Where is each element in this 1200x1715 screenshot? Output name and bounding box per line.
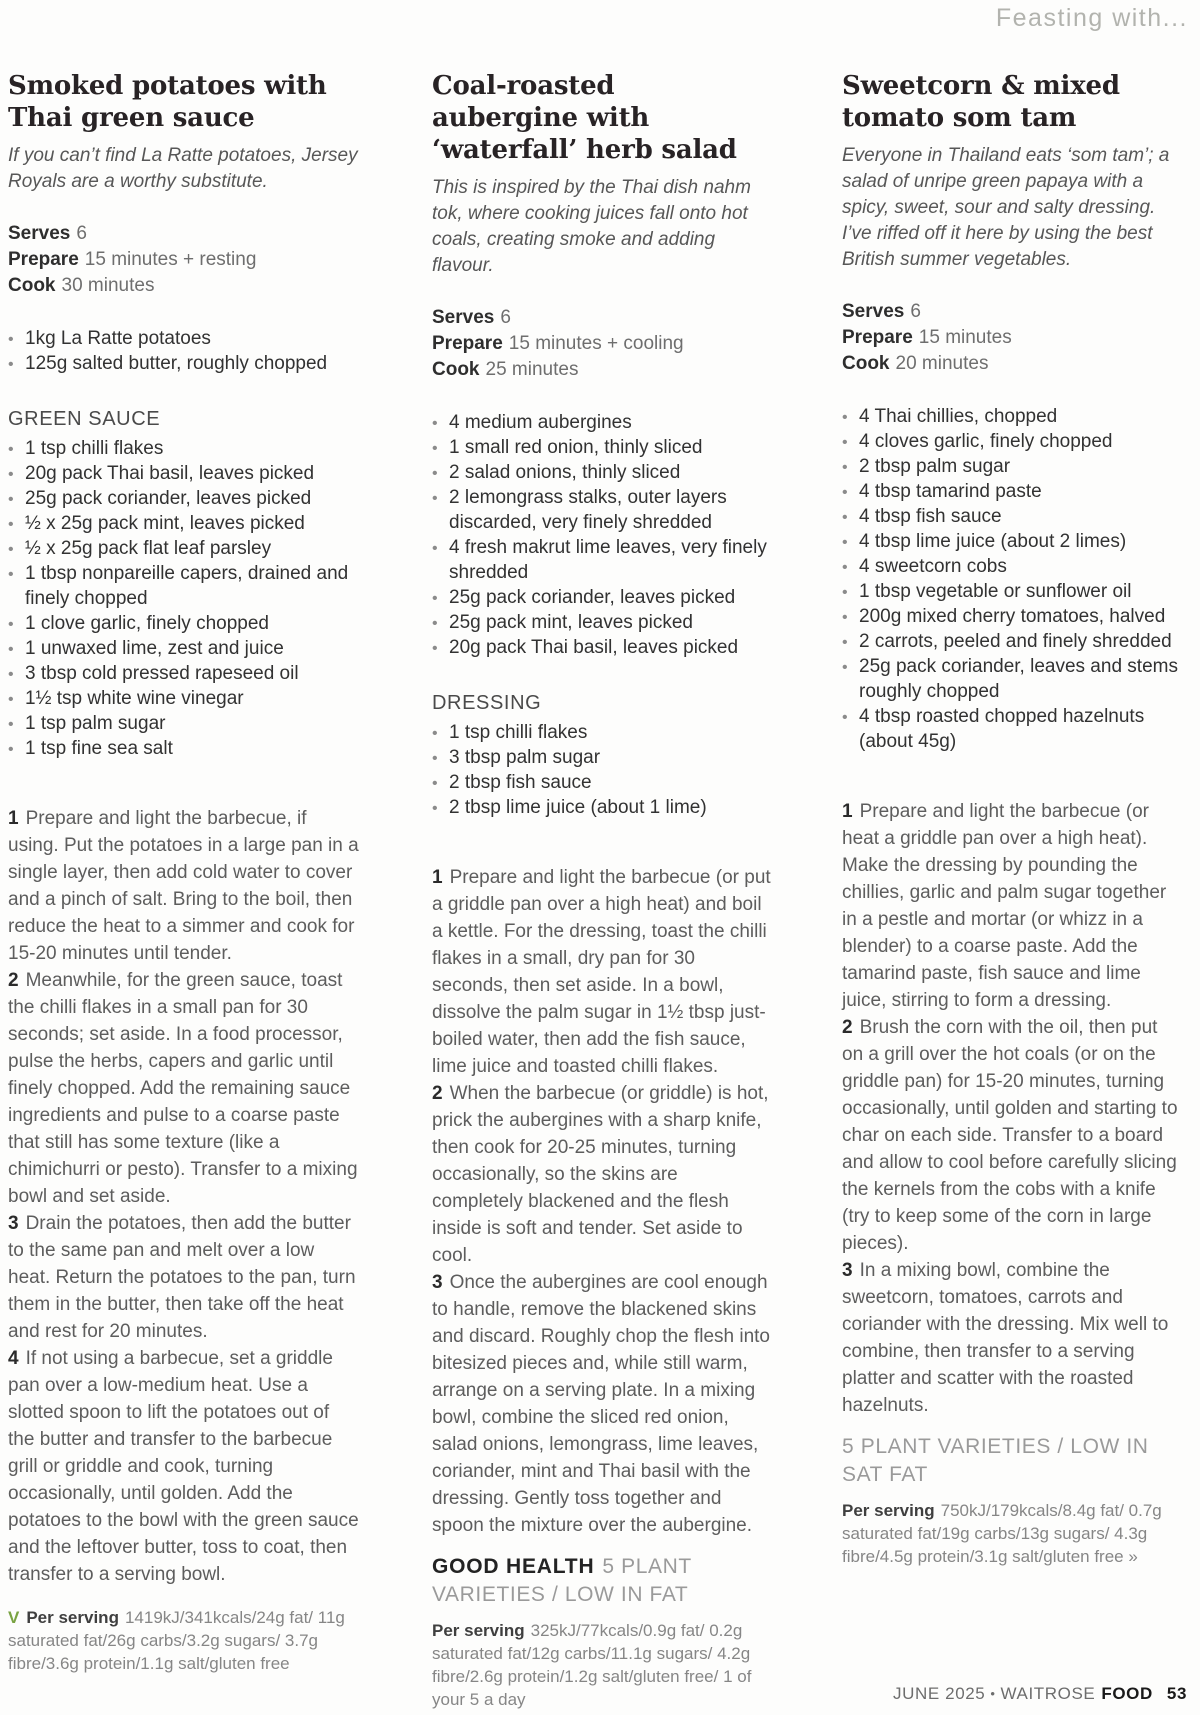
ingredient-item xyxy=(432,635,772,660)
ingredient-text: 1 small red onion, thinly sliced xyxy=(449,437,703,458)
meta-value: 15 minutes + resting xyxy=(84,249,257,270)
ingredient-text: 2 lemongrass stalks, outer layers discarded, very finely shredded xyxy=(449,487,727,533)
meta-label: Prepare xyxy=(8,249,79,270)
ingredient-item xyxy=(842,454,1178,479)
ingredient-text: 4 tbsp tamarind paste xyxy=(859,481,1042,502)
meta-line xyxy=(8,221,360,247)
ingredient-item xyxy=(8,436,360,461)
bullet-icon xyxy=(432,410,438,436)
ingredient-item xyxy=(842,579,1178,604)
ingredient-text: 2 carrots, peeled and finely shredded xyxy=(859,631,1172,652)
ingredient-text: 3 tbsp cold pressed rapeseed oil xyxy=(25,663,299,684)
bullet-icon xyxy=(8,611,14,637)
ingredient-list xyxy=(8,436,360,761)
ingredient-item xyxy=(8,461,360,486)
bullet-icon xyxy=(8,636,14,662)
bullet-icon xyxy=(432,485,438,511)
meta-label: Cook xyxy=(842,353,890,374)
nutrition-label: Per serving xyxy=(842,1501,935,1520)
method-step xyxy=(8,967,360,1210)
ingredient-item xyxy=(432,795,772,820)
meta-line xyxy=(432,331,772,357)
bullet-icon xyxy=(432,635,438,661)
bullet-icon xyxy=(432,585,438,611)
recipe-title-line: Coal-roasted xyxy=(432,71,615,101)
ingredient-list xyxy=(432,720,772,820)
nutrition-info xyxy=(432,1619,772,1711)
ingredient-item xyxy=(8,711,360,736)
step-text: If not using a barbecue, set a griddle pan over a low-medium heat. Use a slotted spoon to lift the potatoes out of the butter and transfer to the barbecue grill or griddle and cook, turning occasionally, until golden. Add the potatoes to the bowl with the green sauce and the leftover butter, toss to coat, then transfer to a serving bowl. xyxy=(8,1348,359,1585)
bullet-icon xyxy=(842,704,848,730)
bullet-icon xyxy=(842,429,848,455)
meta-line xyxy=(842,351,1178,377)
method-step xyxy=(8,1210,360,1345)
recipe-title-line: ‘waterfall’ herb salad xyxy=(432,135,737,165)
footer-separator-icon: • xyxy=(990,1686,996,1701)
ingredient-item xyxy=(842,504,1178,529)
step-number: 3 xyxy=(842,1260,853,1281)
recipe-intro: Everyone in Thailand eats ‘som tam’; a salad of unripe green papaya with a spicy, sweet, sour and salty dressing. I’ve riffed off it here by using the best British summer vegetables. xyxy=(842,145,1170,270)
ingredient-group xyxy=(842,404,1178,754)
meta-value: 20 minutes xyxy=(895,353,989,374)
health-note-bold: GOOD HEALTH xyxy=(432,1555,595,1578)
ingredient-text: 1 tsp palm sugar xyxy=(25,713,166,734)
ingredient-item xyxy=(842,429,1178,454)
method-step xyxy=(842,1014,1178,1257)
ingredient-text: 20g pack Thai basil, leaves picked xyxy=(449,637,739,658)
recipe-meta xyxy=(8,221,360,299)
vegetarian-icon: V xyxy=(8,1608,20,1627)
nutrition-text: 750kJ/179kcals/8.4g fat/ 0.7g saturated fat/19g carbs/13g sugars/ 4.3g fibre/4.5g protein/3.1g salt/gluten free » xyxy=(842,1501,1162,1566)
recipe-title xyxy=(432,70,772,166)
bullet-icon xyxy=(8,536,14,562)
ingredient-list xyxy=(842,404,1178,754)
bullet-icon xyxy=(842,554,848,580)
ingredient-text: 1kg La Ratte potatoes xyxy=(25,328,211,349)
ingredient-text: 2 tbsp fish sauce xyxy=(449,772,592,793)
step-text: Meanwhile, for the green sauce, toast the chilli flakes in a small pan for 30 seconds; set aside. In a food processor, pulse the herbs, capers and garlic until finely chopped. Add the remaining sauce ingredients and pulse to a coarse paste that still has some texture (like a chimichurri or pesto). Transfer to a mixing bowl and set aside. xyxy=(8,970,358,1207)
recipe-title-line: Thai green sauce xyxy=(8,103,255,133)
bullet-icon xyxy=(8,511,14,537)
ingredient-list xyxy=(432,410,772,660)
method-step xyxy=(432,1269,772,1539)
ingredient-text: 1 tsp chilli flakes xyxy=(449,722,588,743)
nutrition-text: 325kJ/77kcals/0.9g fat/ 0.2g saturated fat/12g carbs/11.1g sugars/ 4.2g fibre/2.6g protein/1.2g salt/gluten free/ 1 of your 5 a day xyxy=(432,1621,752,1709)
ingredient-text: 1 unwaxed lime, zest and juice xyxy=(25,638,284,659)
ingredient-item xyxy=(842,704,1178,754)
ingredient-group xyxy=(432,410,772,660)
step-number: 1 xyxy=(8,808,19,829)
bullet-icon xyxy=(842,654,848,680)
health-note xyxy=(842,1433,1178,1489)
bullet-icon xyxy=(842,604,848,630)
ingredient-text: 4 fresh makrut lime leaves, very finely shredded xyxy=(449,537,767,583)
ingredient-text: 4 sweetcorn cobs xyxy=(859,556,1007,577)
method-steps xyxy=(432,864,772,1539)
meta-line xyxy=(432,357,772,383)
step-text: In a mixing bowl, combine the sweetcorn, tomatoes, carrots and coriander with the dressing. Mix well to combine, then transfer to a serving platter and scatter with the roasted hazelnuts. xyxy=(842,1260,1169,1416)
ingredient-text: 4 medium aubergines xyxy=(449,412,632,433)
bullet-icon xyxy=(842,479,848,505)
recipe-meta xyxy=(432,305,772,383)
ingredient-text: 2 tbsp palm sugar xyxy=(859,456,1011,477)
recipe-intro: This is inspired by the Thai dish nahm tok, where cooking juices fall onto hot coals, creating smoke and adding flavour. xyxy=(432,177,751,276)
health-note-text: 5 PLANT VARIETIES / LOW IN FAT xyxy=(432,1555,692,1606)
ingredient-text: 4 tbsp fish sauce xyxy=(859,506,1002,527)
meta-value: 30 minutes xyxy=(61,275,155,296)
ingredient-text: 1 tsp fine sea salt xyxy=(25,738,173,759)
ingredient-text: 1 tbsp vegetable or sunflower oil xyxy=(859,581,1132,602)
bullet-icon xyxy=(842,504,848,530)
ingredient-item xyxy=(842,604,1178,629)
bullet-icon xyxy=(432,745,438,771)
ingredient-item xyxy=(8,536,360,561)
method-step xyxy=(842,798,1178,1014)
meta-value: 6 xyxy=(500,307,511,328)
step-number: 3 xyxy=(432,1272,443,1293)
recipe-meta xyxy=(842,299,1178,377)
method-step xyxy=(8,805,360,967)
ingredient-group xyxy=(432,690,772,820)
method-step xyxy=(8,1345,360,1588)
bullet-icon xyxy=(8,436,14,462)
ingredient-item xyxy=(432,485,772,535)
ingredient-item xyxy=(432,770,772,795)
bullet-icon xyxy=(8,686,14,712)
meta-label: Serves xyxy=(842,301,905,322)
bullet-icon xyxy=(8,561,14,587)
ingredient-item xyxy=(432,745,772,770)
bullet-icon xyxy=(8,711,14,737)
nutrition-label: Per serving xyxy=(432,1621,525,1640)
bullet-icon xyxy=(432,535,438,561)
nutrition-text: 1419kJ/341kcals/24g fat/ 11g saturated fat/26g carbs/3.2g sugars/ 3.7g fibre/3.6g protein/1.1g salt/gluten free xyxy=(8,1608,345,1673)
method-steps xyxy=(8,805,360,1588)
ingredient-item xyxy=(842,479,1178,504)
bullet-icon xyxy=(432,770,438,796)
bullet-icon xyxy=(432,795,438,821)
ingredient-item xyxy=(8,686,360,711)
meta-value: 15 minutes + cooling xyxy=(508,333,684,354)
ingredient-item xyxy=(8,736,360,761)
recipe-title-line: Smoked potatoes with xyxy=(8,71,327,101)
meta-value: 6 xyxy=(76,223,87,244)
step-number: 2 xyxy=(842,1017,853,1038)
ingredient-text: 4 Thai chillies, chopped xyxy=(859,406,1058,427)
ingredient-text: 20g pack Thai basil, leaves picked xyxy=(25,463,315,484)
footer-page-number: 53 xyxy=(1166,1684,1187,1703)
ingredient-item xyxy=(432,610,772,635)
step-number: 2 xyxy=(432,1083,443,1104)
recipe-title xyxy=(8,70,360,134)
bullet-icon xyxy=(842,529,848,555)
meta-label: Prepare xyxy=(842,327,913,348)
ingredient-item xyxy=(842,654,1178,704)
ingredient-item xyxy=(8,326,360,351)
bullet-icon xyxy=(842,404,848,430)
ingredient-item xyxy=(8,486,360,511)
bullet-icon xyxy=(8,461,14,487)
method-step xyxy=(432,1080,772,1269)
footer-issue: JUNE 2025 xyxy=(893,1684,986,1703)
bullet-icon xyxy=(8,661,14,687)
step-text: Once the aubergines are cool enough to handle, remove the blackened skins and discard. Roughly chop the flesh into bitesized pieces and, while still warm, arrange on a serving plate. In a mixing bowl, combine the sliced red onion, salad onions, lemongrass, lime leaves, coriander, mint and Thai basil with the dressing. Gently toss together and spoon the mixture over the aubergine. xyxy=(432,1272,770,1536)
ingredient-text: 1 tbsp nonpareille capers, drained and finely chopped xyxy=(25,563,349,609)
ingredient-text: 1 tsp chilli flakes xyxy=(25,438,164,459)
ingredient-text: 1½ tsp white wine vinegar xyxy=(25,688,244,709)
ingredient-item xyxy=(842,629,1178,654)
method-step xyxy=(842,1257,1178,1419)
ingredient-text: 4 tbsp roasted chopped hazelnuts (about 45g) xyxy=(859,706,1145,752)
step-text: Prepare and light the barbecue (or heat a griddle pan over a high heat). Make the dressing by pounding the chillies, garlic and palm sugar together in a pestle and mortar (or whizz in a blender) to a coarse paste. Add the tamarind paste, fish sauce and lime juice, stirring to form a dressing. xyxy=(842,801,1167,1011)
meta-value: 25 minutes xyxy=(485,359,579,380)
footer-brand: WAITROSE xyxy=(1000,1684,1096,1703)
ingredient-text: 1 clove garlic, finely chopped xyxy=(25,613,269,634)
meta-label: Serves xyxy=(8,223,71,244)
bullet-icon xyxy=(432,720,438,746)
bullet-icon xyxy=(8,351,14,377)
ingredient-text: 25g pack coriander, leaves picked xyxy=(449,587,736,608)
step-text: When the barbecue (or griddle) is hot, prick the aubergines with a sharp knife, then cook for 20-25 minutes, turning occasionally, so the skins are completely blackened and the flesh inside is soft and tender. Set aside to cool. xyxy=(432,1083,769,1266)
ingredient-text: 3 tbsp palm sugar xyxy=(449,747,601,768)
recipe-title-line: aubergine with xyxy=(432,103,650,133)
ingredient-group-heading: DRESSING xyxy=(432,692,542,714)
ingredient-text: 25g pack coriander, leaves and stems roughly chopped xyxy=(859,656,1178,702)
bullet-icon xyxy=(432,610,438,636)
ingredient-text: 2 salad onions, thinly sliced xyxy=(449,462,681,483)
recipe-column xyxy=(8,70,360,1711)
section-header: Feasting with... xyxy=(995,4,1188,32)
ingredient-item xyxy=(432,720,772,745)
recipe-title-line: Sweetcorn & mixed xyxy=(842,71,1120,101)
meta-value: 15 minutes xyxy=(918,327,1012,348)
bullet-icon xyxy=(842,629,848,655)
step-number: 4 xyxy=(8,1348,19,1369)
ingredient-item xyxy=(8,561,360,611)
ingredient-item xyxy=(432,585,772,610)
ingredient-group xyxy=(8,326,360,376)
meta-label: Serves xyxy=(432,307,495,328)
recipe-title-line: tomato som tam xyxy=(842,103,1077,133)
ingredient-text: 4 tbsp lime juice (about 2 limes) xyxy=(859,531,1127,552)
meta-line xyxy=(842,325,1178,351)
ingredient-item xyxy=(8,511,360,536)
meta-label: Prepare xyxy=(432,333,503,354)
bullet-icon xyxy=(432,435,438,461)
meta-line xyxy=(432,305,772,331)
method-steps xyxy=(842,798,1178,1419)
bullet-icon xyxy=(842,579,848,605)
step-text: Drain the potatoes, then add the butter to the same pan and melt over a low heat. Return the potatoes to the pan, turn them in the butter, then take off the heat and rest for 20 minutes. xyxy=(8,1213,356,1342)
step-text: Prepare and light the barbecue (or put a griddle pan over a high heat) and boil a kettle. For the dressing, toast the chilli flakes in a small, dry pan for 30 seconds, then set aside. In a bowl, dissolve the palm sugar in 1½ tbsp just-boiled water, then add the fish sauce, lime juice and toasted chilli flakes. xyxy=(432,867,771,1077)
ingredient-text: 2 tbsp lime juice (about 1 lime) xyxy=(449,797,707,818)
bullet-icon xyxy=(432,460,438,486)
ingredient-item xyxy=(432,435,772,460)
ingredient-item xyxy=(842,554,1178,579)
recipe-columns xyxy=(8,70,1178,1711)
recipe-intro: If you can’t find La Ratte potatoes, Jersey Royals are a worthy substitute. xyxy=(8,145,358,192)
meta-line xyxy=(8,247,360,273)
bullet-icon xyxy=(8,486,14,512)
ingredient-item xyxy=(8,351,360,376)
meta-label: Cook xyxy=(432,359,480,380)
step-text: Brush the corn with the oil, then put on a grill over the hot coals (or on the griddle pan) for 15-20 minutes, turning occasionally, until golden and starting to char on each side. Transfer to a board and allow to cool before carefully slicing the kernels from the cobs with a knife (try to keep some of the corn in large pieces). xyxy=(842,1017,1178,1254)
recipe-title xyxy=(842,70,1178,134)
ingredient-item xyxy=(8,636,360,661)
ingredient-item xyxy=(842,404,1178,429)
nutrition-info xyxy=(8,1606,360,1675)
recipe-column xyxy=(432,70,772,1711)
step-number: 1 xyxy=(842,801,853,822)
step-text: Prepare and light the barbecue, if using. Put the potatoes in a large pan in a single layer, then add cold water to cover and a pinch of salt. Bring to the boil, then reduce the heat to a simmer and cook for 15-20 minutes until tender. xyxy=(8,808,359,964)
ingredient-text: ½ x 25g pack flat leaf parsley xyxy=(25,538,272,559)
ingredient-item xyxy=(432,460,772,485)
ingredient-group xyxy=(8,406,360,761)
bullet-icon xyxy=(842,454,848,480)
step-number: 1 xyxy=(432,867,443,888)
bullet-icon xyxy=(8,736,14,762)
ingredient-item xyxy=(8,661,360,686)
meta-line xyxy=(842,299,1178,325)
step-number: 3 xyxy=(8,1213,19,1234)
health-note xyxy=(432,1553,772,1609)
meta-line xyxy=(8,273,360,299)
nutrition-info xyxy=(842,1499,1178,1568)
ingredient-text: 4 cloves garlic, finely chopped xyxy=(859,431,1113,452)
ingredient-item xyxy=(432,410,772,435)
ingredient-group-heading: GREEN SAUCE xyxy=(8,408,161,430)
health-note-text: 5 PLANT VARIETIES / LOW IN SAT FAT xyxy=(842,1435,1149,1486)
nutrition-label: Per serving xyxy=(26,1608,119,1627)
method-step xyxy=(432,864,772,1080)
bullet-icon xyxy=(8,326,14,352)
meta-label: Cook xyxy=(8,275,56,296)
step-number: 2 xyxy=(8,970,19,991)
ingredient-item xyxy=(432,535,772,585)
meta-value: 6 xyxy=(910,301,921,322)
ingredient-text: ½ x 25g pack mint, leaves picked xyxy=(25,513,305,534)
ingredient-text: 125g salted butter, roughly chopped xyxy=(25,353,328,374)
recipe-column xyxy=(842,70,1178,1711)
ingredient-text: 25g pack coriander, leaves picked xyxy=(25,488,312,509)
ingredient-text: 25g pack mint, leaves picked xyxy=(449,612,693,633)
footer-brand-food: FOOD xyxy=(1101,1684,1153,1703)
ingredient-list xyxy=(8,326,360,376)
ingredient-text: 200g mixed cherry tomatoes, halved xyxy=(859,606,1166,627)
ingredient-item xyxy=(842,529,1178,554)
page-footer xyxy=(893,1684,1187,1704)
ingredient-item xyxy=(8,611,360,636)
